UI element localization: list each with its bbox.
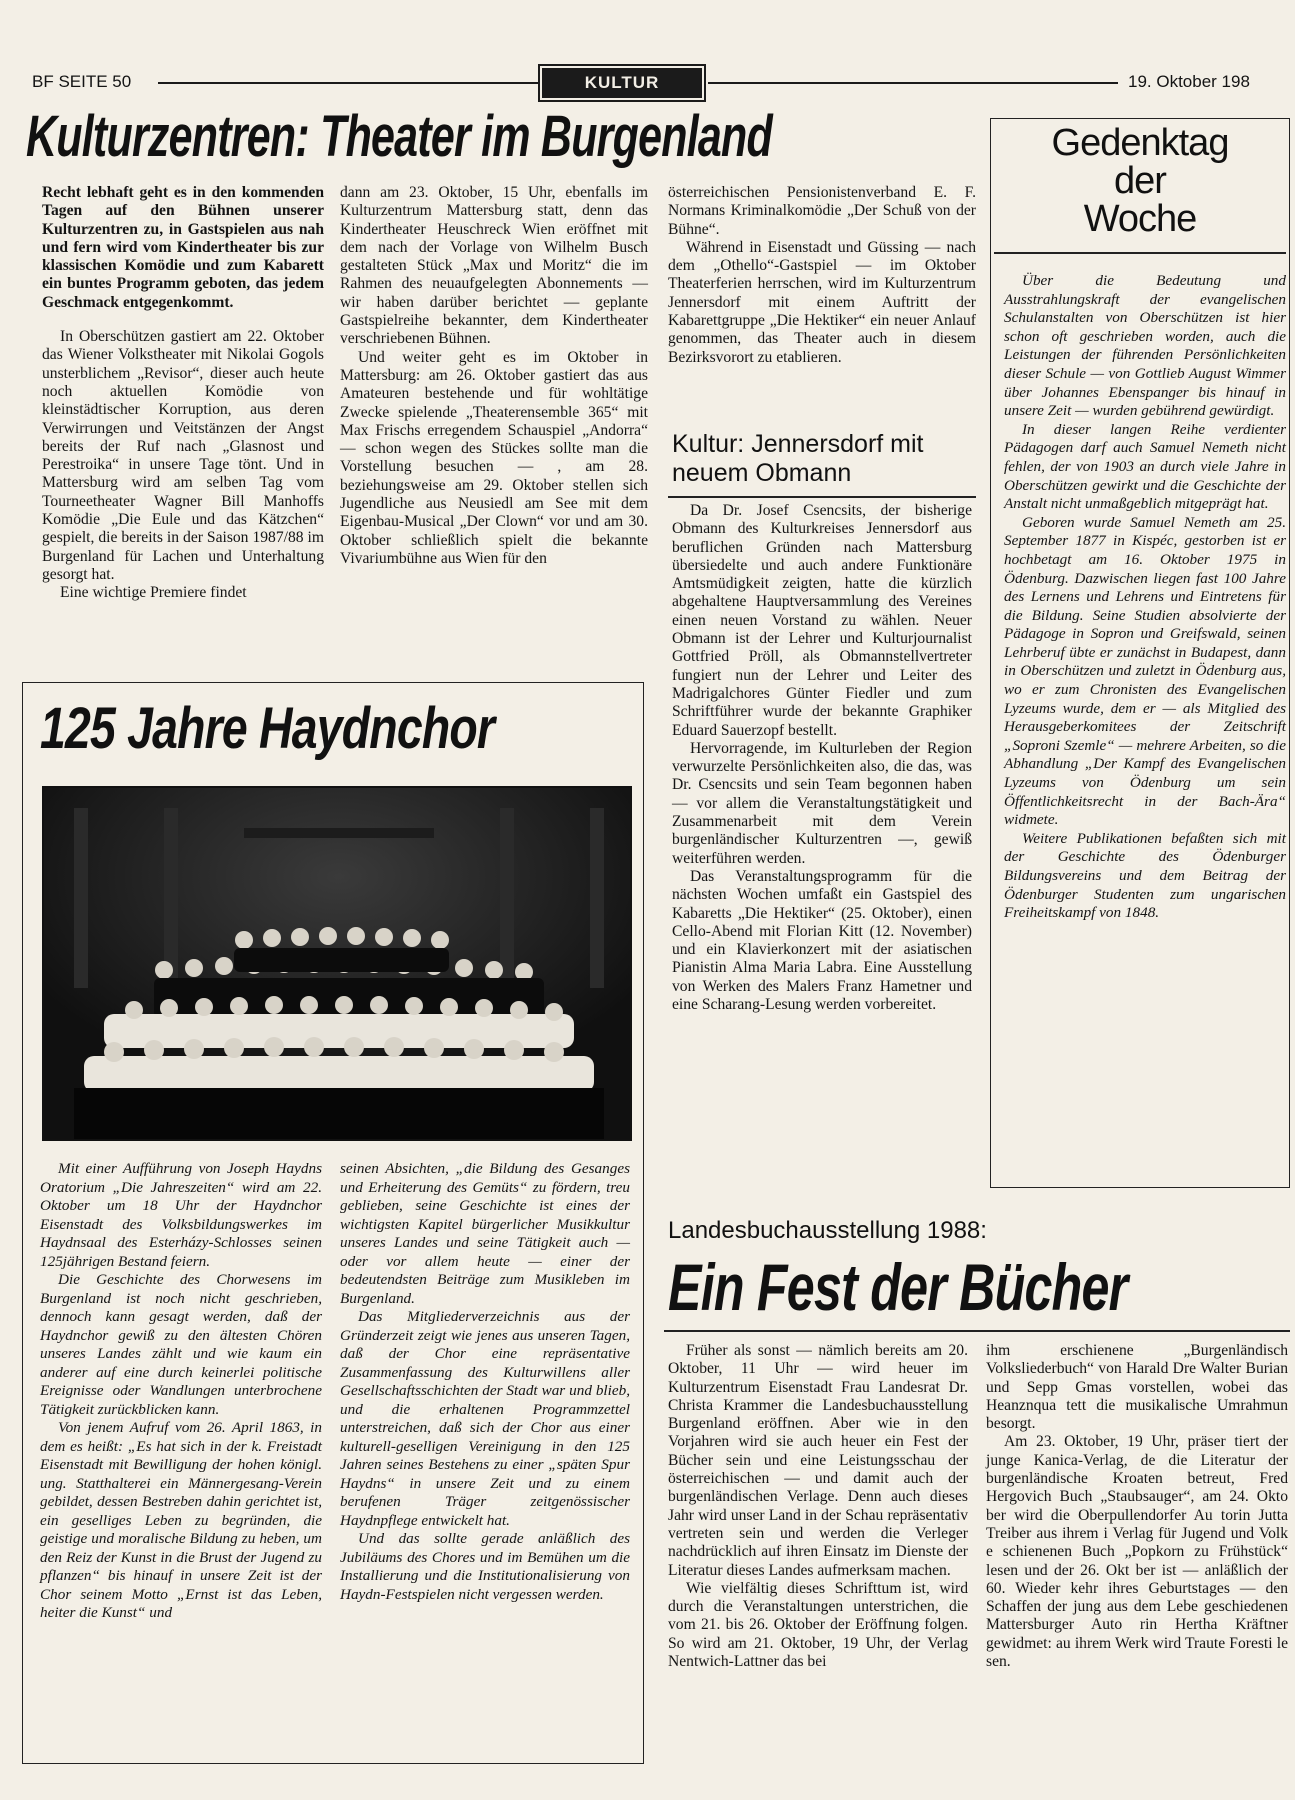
buecher-headline: Ein Fest der Bücher xyxy=(668,1250,1128,1324)
haydnchor-paragraph: Von jenem Aufruf vom 26. April 1863, in dem es heißt: „Es hat sich in der k. Freistadt Eisenstadt mit Bewilligung der hohen königl. ung. Statthalterei ein Männergesang-Verein gebildet, dessen Bestreben dahin gerichtet ist, ein geselliges Leben zu begründen, die geistige und moralische Bildung zu heben, um den Reiz der Kunst in die Brust der Jugend zu pflanzen“ bis hinauf in unsere Zeit ist der Chor seinem Motto „Ernst ist das Leben, heiter die Kunst“ und xyxy=(40,1419,322,1621)
jennersdorf-paragraph: Da Dr. Josef Csencsits, der bisherige Obmann des Kulturkreises Jennersdorf aus beruflichen Gründen nach Mattersburg übersiedelte und auch andere Funktionäre Amtsmüdigkeit zeigten, hatte die kürzlich abgehaltene Hauptversammlung des Vereines einen neuen Vorstand zu wählen. Neuer Obmann ist der Lehrer und Kulturjournalist Gottfried Pröll, als Obmannstellvertreter fungiert nun der Lehrer und Leiter des Madrigalchores Günter Fiedler und zum Schriftführer wurde der bekannte Graphiker Eduard Sauerzopf bestellt. xyxy=(672,502,972,739)
main-article-paragraph: dann am 23. Oktober, 15 Uhr, ebenfalls im Kulturzentrum Mattersburg statt, denn das Kindertheater Heuschreck Wien eröffnet mit dem nach der Vorlage von Wilhelm Busch gestalteten Stück „Max und Moritz“ die im Rahmen des neuaufgelegten Abonnements — wir haben darüber berichtet — geplante Gastspielreihe bekannter, dem Kindertheater verschriebenen Bühnen. xyxy=(340,184,648,348)
divider xyxy=(664,1330,1290,1332)
haydnchor-column-1 xyxy=(40,1160,322,1623)
jennersdorf-article xyxy=(672,502,972,1014)
issue-date: 19. Oktober 198 xyxy=(1128,72,1250,91)
buecher-column-1 xyxy=(668,1342,968,1671)
buecher-paragraph: ihm erschienene „Burgenländisch Volksliederbuch“ von Harald Dre Walter Burian und Sepp Gmas vorstellen, wobei das Heanznqua tett die musikalische Umrahmun besorgt. xyxy=(986,1342,1288,1433)
gedenktag-paragraph: Geboren wurde Samuel Nemeth am 25. September 1877 in Kispéc, gestorben ist er hochbetagt am 16. Oktober 1975 in Ödenburg. Dazwischen liegen fast 100 Jahre des Lernens und Lehrens und Eintretens für die Bildung. Seine Studien absolvierte der Pädagoge in Sopron und Greifswald, seinen Lehrberuf übte er zunächst in Budapest, dann in Oberschützen und zuletzt in Ödenburg aus, wo er zum Chronisten des Evangelischen Lyzeums wurde, dem er — als Mitglied des Herausgeberkomitees der Zeitschrift „Soproni Szemle“ — mehrere Arbeiten, so die Abhandlung „Der Kampf des Evangelischen Lyzeums von Ödenburg um sein Öffentlichkeitsrecht in der Bach-Ära“ widmete. xyxy=(1004,513,1286,829)
main-article-lead: Recht lebhaft geht es in den kommenden Tagen auf den Bühnen unserer Kulturzentren zu, in Gastspielen aus nah und fern wird vom Kindertheater bis zur klassischen Komödie und zum Kabarett ein buntes Programm geboten, das jedem Geschmack entgegenkommt. xyxy=(42,184,324,311)
main-article-column-2 xyxy=(340,184,648,568)
main-article-paragraph: Und weiter geht es im Oktober in Mattersburg: am 26. Oktober gastiert das aus Amateuren bestehende und für wohltätige Zwecke spielende „Theaterensemble 365“ mit Max Frischs erregendem Schauspiel „Andorra“ — schon wegen des Stückes sollte man die Vorstellung besuchen — , am 28. beziehungsweise am 29. Oktober stellen sich Jugendliche aus Neusiedl am See mit dem Eigenbau-Musical „Der Clown“ vor und am 30. Oktober schließlich spielt die bekannte Vivariumbühne aus Wien für den xyxy=(340,348,648,567)
gedenktag-title xyxy=(1000,124,1280,238)
main-headline: Kulturzentren: Theater im Burgenland xyxy=(26,104,772,169)
header-rule-right xyxy=(708,82,1118,84)
main-article-paragraph: österreichischen Pensionistenverband E. F. Normans Kriminalkomödie „Der Schuß von der Bühne“. xyxy=(668,184,976,238)
gedenktag-paragraph: In dieser langen Reihe verdienter Pädagogen darf auch Samuel Nemeth nicht fehlen, der von 1903 an durch viele Jahre in Oberschützen gewirkt und die Geschichte der Anstalt nicht unmaßgeblich mitgeprägt hat. xyxy=(1004,420,1286,513)
jennersdorf-headline: Kultur: Jennersdorf mit neuem Obmann xyxy=(672,430,924,487)
jennersdorf-paragraph: Hervorragende, im Kulturleben der Region verwurzelte Persönlichkeiten also, die das, was Dr. Csencsits und sein Team begonnen haben — vor allem die Veranstaltungstätigkeit und Zusammenarbeit mit dem Verein burgenländischer Kulturzentren —, gewiß weiterführen werden. xyxy=(672,739,972,867)
gedenktag-title-line: Woche xyxy=(1083,198,1197,240)
gedenktag-title-line: der xyxy=(1114,160,1166,202)
gedenktag-text xyxy=(1004,272,1286,923)
gedenktag-title-rule xyxy=(994,252,1286,254)
haydnchor-paragraph: seinen Absichten, „die Bildung des Gesanges und Erheiterung des Gemüts“ zu fördern, treu geblieben, seine Geschichte ist eines der wichtigsten Kapitel bürgerlicher Musikkultur unseres Landes und seine Tätigkeit auch — oder vor allem heute — einer der bedeutendsten Beiträge zum Musikleben im Burgenland. xyxy=(340,1160,630,1307)
jennersdorf-paragraph: Das Veranstaltungsprogramm für die nächsten Wochen umfaßt ein Gastspiel des Kabaretts „Die Hektiker“ (25. Oktober), einen Cello-Abend mit Florian Kitt (12. November) und ein Klavierkonzert mit der asiatischen Pianistin Alma Maria Labra. Eine Ausstellung von Werken des Malers Franz Hametner und eine Scharang-Lesung werden vorbereitet. xyxy=(672,867,972,1014)
main-article-column-3 xyxy=(668,184,976,367)
buecher-paragraph: Wie vielfältig dieses Schrifttum ist, wird durch die Veranstaltungen unterstrichen, die vom 21. bis 26. Oktober der Eröffnung folgen. So wird am 21. Oktober, 19 Uhr, der Verlag Nentwich-Lattner das bei xyxy=(668,1579,968,1671)
choir-photo-image xyxy=(44,788,632,1141)
choir-photo xyxy=(42,786,632,1141)
header-rule-left xyxy=(158,82,538,84)
gedenktag-paragraph: Über die Bedeutung und Ausstrahlungskraft der evangelischen Schulanstalten von Oberschützen ist hier schon oft geschrieben worden, auch die Leistungen der führenden Persönlichkeiten dieser Schule — von Gottlieb August Wimmer über Johannes Ebenspanger bis hinauf in unsere Zeit — wurden gebührend gewürdigt. xyxy=(1004,272,1286,420)
buecher-column-2 xyxy=(986,1342,1288,1671)
page-number: BF SEITE 50 xyxy=(32,72,132,91)
main-article-column-1 xyxy=(42,184,324,603)
main-article-paragraph: Während in Eisenstadt und Güssing — nach dem „Othello“-Gastspiel — im Oktober Theaterferien herrschen, wird im Kulturzentrum Jennersdorf mit einem Auftritt der Kabarettgruppe „Die Hektiker“ ein neuer Anlauf genommen, das Theater auch in diesem Bezirksvorort zu etablieren. xyxy=(668,238,976,366)
buecher-paragraph: Früher als sonst — nämlich bereits am 20. Oktober, 11 Uhr — wird heuer im Kulturzentrum Eisenstadt Frau Landesrat Dr. Christa Krammer die Landesbuchausstellung Burgenland eröffnen. Aber wie in den Vorjahren wird sie auch heuer ein Fest der Bücher sein und eine Leistungsschau der österreichischen — und damit auch der burgenländischen Verlage. Denn auch dieses Jahr wird unser Land in der Schau repräsentativ vertreten sein und werden die Verleger nachdrücklich auf ihren Einsatz im Dienste der Literatur dieses Landes aufmerksam machen. xyxy=(668,1342,968,1579)
main-article-paragraph: Eine wichtige Premiere findet xyxy=(60,584,247,602)
divider xyxy=(668,496,976,498)
buecher-kicker: Landesbuchausstellung 1988: xyxy=(668,1217,987,1244)
haydnchor-headline: 125 Jahre Haydnchor xyxy=(40,696,495,761)
haydnchor-column-2 xyxy=(340,1160,630,1604)
haydnchor-paragraph: Die Geschichte des Chorwesens im Burgenland ist noch nicht geschrieben, dennoch kann gesagt werden, daß der Haydnchor gewiß zu den ältesten Chören unseres Landes zählt und wie kaum ein anderer auf eine durch keinerlei politische Ereignisse oder Wandlungen unterbrochene Tätigkeit zurückblicken kann. xyxy=(40,1271,322,1418)
gedenktag-title-line: Gedenktag xyxy=(1051,122,1229,164)
haydnchor-paragraph: Das Mitgliederverzeichnis aus der Gründerzeit zeigt wie jenes aus unseren Tagen, daß der Chor eine repräsentative Zusammenfassung des Kulturwillens aller Gesellschaftsschichten der Stadt war und blieb, und die erhaltenen Programmzettel unterstreichen, daß sich der Chor aus einer kulturell-geselligen Vereinigung in den 125 Jahren seines Bestehens zu einer „späten Spur Haydns“ in unsere Zeit und zu einem berufenen Träger zeitgenössischer Haydnpflege entwickelt hat. xyxy=(340,1308,630,1529)
gedenktag-paragraph: Weitere Publikationen befaßten sich mit der Geschichte des Ödenburger Bildungsvereins und dem Beitrag der Ödenburger Studenten zum ungarischen Freiheitskampf von 1848. xyxy=(1004,829,1286,922)
haydnchor-paragraph: Mit einer Aufführung von Joseph Haydns Oratorium „Die Jahreszeiten“ wird am 22. Oktober um 18 Uhr der Haydnchor Eisenstadt des Volksbildungswerkes im Haydnsaal des Esterházy-Schlosses seinen 125jährigen Bestand feiern. xyxy=(40,1160,322,1270)
buecher-paragraph: Am 23. Oktober, 19 Uhr, präser tiert der junge Kanica-Verlag, de die Literatur der burgenländische Kroaten betreut, Fred Hergovich Buch „Staubsauger“, am 24. Okto ber wird die Oberpullendorfer Au torin Jutta Treiber aus ihrem i Verlag für Jugend und Volk e schienenen Buch „Popkorn zu Frühstück“ lesen und der 26. Okt ber ist — anläßlich der 60. Wieder kehr ihres Geburtstages — den Schaffen der jung aus dem Lebe geschiedenen Mattersburger Auto rin Hertha Kräftner gewidmet: au ihrem Werk wird Traute Foresti le sen. xyxy=(986,1433,1288,1671)
haydnchor-paragraph: Und das sollte gerade anläßlich des Jubiläums des Chores und im Bemühen um die Installierung und die Institutionalisierung von Haydn-Festspielen nicht vergessen werden. xyxy=(340,1530,630,1603)
section-tag: KULTUR xyxy=(542,68,702,98)
main-article-paragraph: In Oberschützen gastiert am 22. Oktober das Wiener Volkstheater mit Nikolai Gogols unsterblichem „Revisor“, dieser auch heute noch aktuellen Komödie von kleinstädtischer Korruption, aus deren Verwirrungen und Veitstänzen der Angst bereits der Ruf nach „Glasnost und Perestroika“ in unsere Tage tönt. Und in Mattersburg wird am selben Tag vom Tourneetheater Wagner Bill Manhoffs Komödie „Die Eule und das Kätzchen“ gespielt, die bereits in der Saison 1987/88 im Burgenland für Lachen und Unterhaltung gesorgt hat. xyxy=(42,328,324,583)
